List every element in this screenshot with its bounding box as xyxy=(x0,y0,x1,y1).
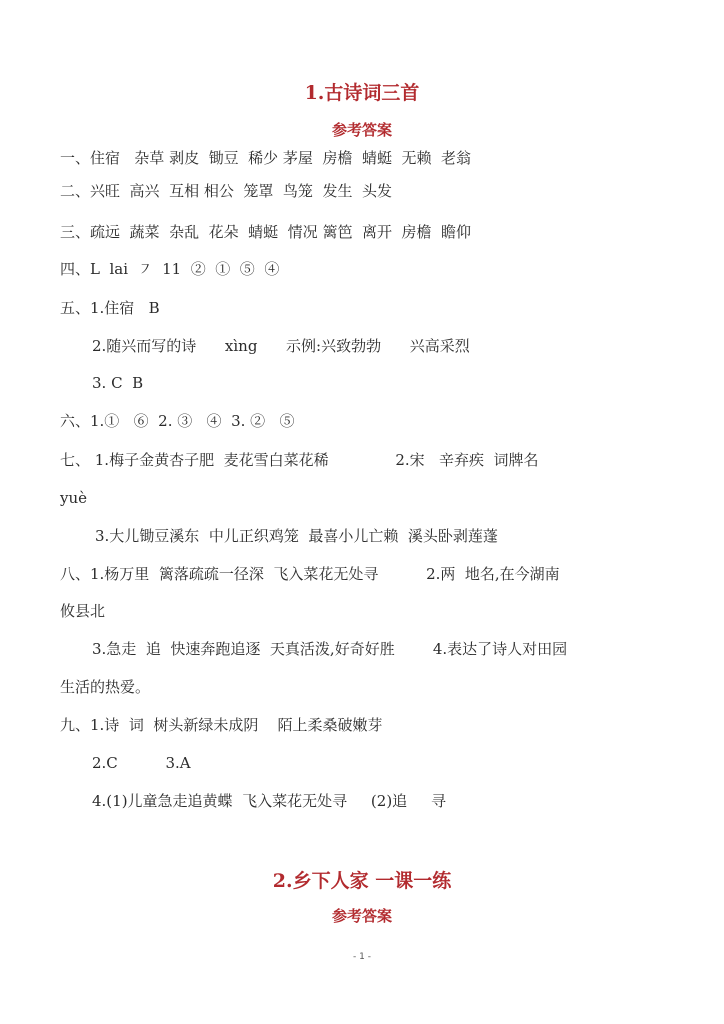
answer-line-8: 八、1.杨万里 篱落疏疏一径深 飞入菜花无处寻 2.两 地名,在今湖南 xyxy=(60,565,560,583)
answer-line-9-2: 2.C 3.A xyxy=(92,754,191,772)
answer-line-8-3: 3.急走 追 快速奔跑追逐 天真活泼,好奇好胜 4.表达了诗人对田园 xyxy=(92,640,568,658)
section-1-subtitle: 参考答案 xyxy=(331,121,392,139)
answer-line-5-3: 3. C B xyxy=(92,374,144,392)
section-1-title: 1.古诗词三首 xyxy=(304,82,420,104)
answer-line-6: 六、1.① ⑥ 2. ③ ④ 3. ② ⑤ xyxy=(60,412,295,430)
answer-line-7: 七、 1.梅子金黄杏子肥 麦花雪白菜花稀 2.宋 辛弃疾 词牌名 xyxy=(60,451,539,469)
answer-line-7-3: 3.大儿锄豆溪东 中儿正织鸡笼 最喜小儿亡赖 溪头卧剥莲蓬 xyxy=(95,527,498,545)
answer-line-7-pinyin: yuè xyxy=(60,489,88,507)
answer-line-5: 五、1.住宿 B xyxy=(60,299,160,317)
answer-line-5-2: 2.随兴而写的诗 xìng 示例:兴致勃勃 兴高采烈 xyxy=(92,337,470,355)
answer-line-2: 二、兴旺 高兴 互相 相公 笼罩 鸟笼 发生 头发 xyxy=(60,182,392,200)
section-2-title: 2.乡下人家 一课一练 xyxy=(272,870,452,892)
answer-line-9-4: 4.(1)儿童急走追黄蝶 飞入菜花无处寻 (2)追 寻 xyxy=(92,792,447,810)
answer-line-8-cont: 攸县北 xyxy=(60,602,106,620)
section-2-subtitle: 参考答案 xyxy=(331,907,392,925)
answer-line-8-cont2: 生活的热爱。 xyxy=(60,678,151,696)
page-number: - 1 - xyxy=(353,952,371,962)
answer-line-4: 四、L lai ㇇ 11 ② ① ⑤ ④ xyxy=(60,260,280,278)
answer-line-1: 一、住宿 杂草 剥皮 锄豆 稀少 茅屋 房檐 蜻蜓 无赖 老翁 xyxy=(60,149,472,167)
answer-line-3: 三、疏远 蔬菜 杂乱 花朵 蜻蜓 情况 篱笆 离开 房檐 瞻仰 xyxy=(60,223,472,241)
answer-line-9: 九、1.诗 词 树头新绿未成阴 陌上柔桑破嫩芽 xyxy=(60,716,383,734)
